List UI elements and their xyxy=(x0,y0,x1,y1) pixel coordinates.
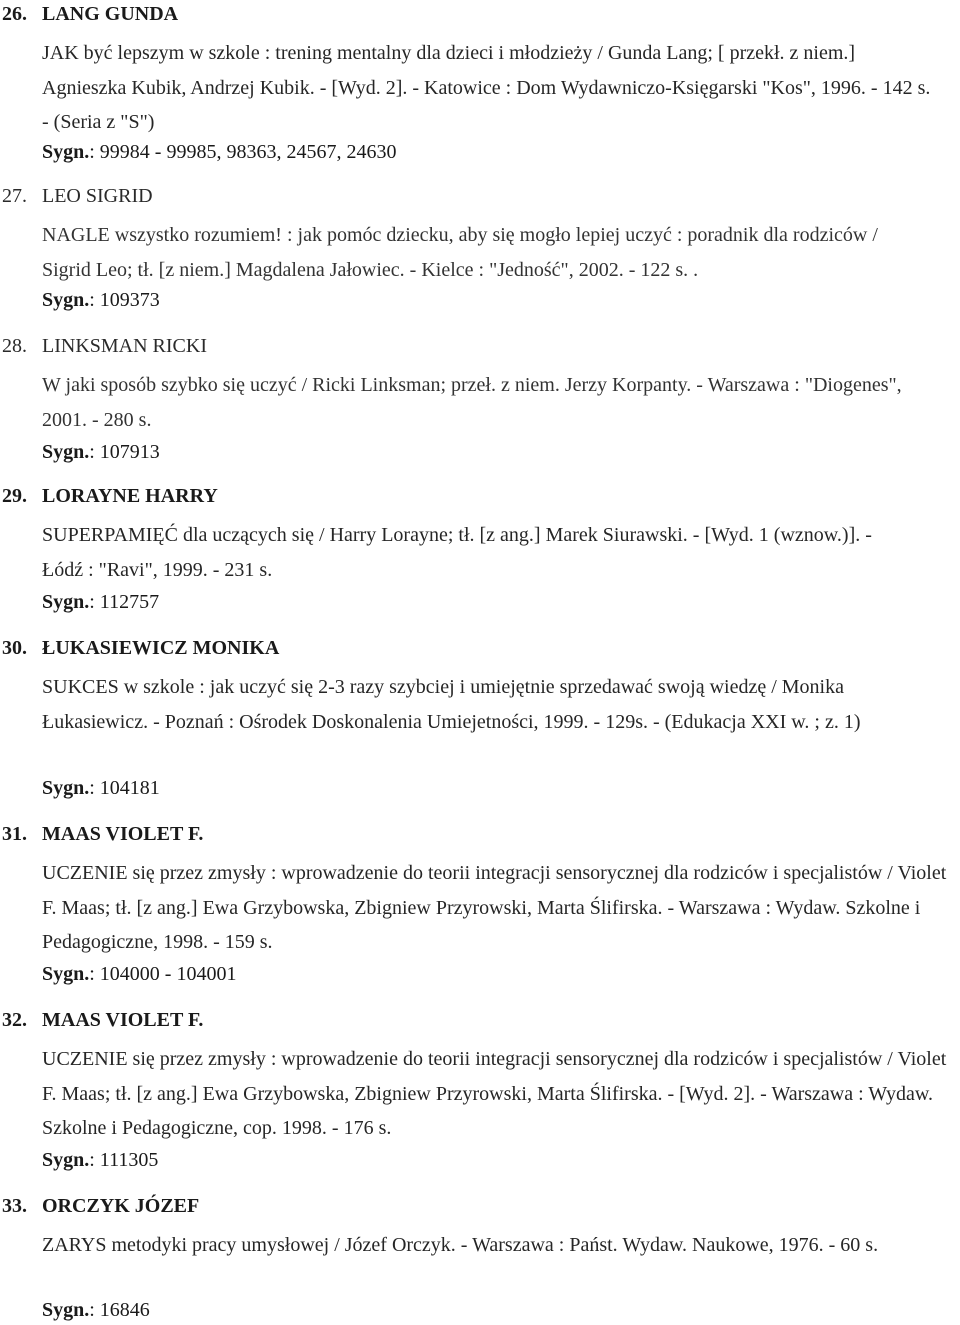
entry-number: 33. xyxy=(2,1195,27,1217)
call-number-value: : 111305 xyxy=(89,1149,159,1171)
entry-author: ORCZYK JÓZEF xyxy=(42,1195,200,1217)
entry-number: 32. xyxy=(2,1009,27,1031)
call-number-value: : 104000 - 104001 xyxy=(89,963,237,985)
entry-number: 26. xyxy=(2,3,27,25)
call-number-label: Sygn. xyxy=(42,1149,90,1171)
call-number-label: Sygn. xyxy=(42,441,90,463)
entry-description: UCZENIE się przez zmysły : wprowadzenie do teorii integracji sensorycznej dla rodziców i specjalistów / Violet F. Maas; tł. [z ang.] Ewa Grzybowska, Zbigniew Przyrowski, Marta Ślifirska. - Warszawa : Wydaw. Szkolne i Pedagogiczne, 1998. - 159 s. xyxy=(42,862,947,953)
entry-call-number xyxy=(42,288,160,312)
entry-description: UCZENIE się przez zmysły : wprowadzenie do teorii integracji sensorycznej dla rodziców i specjalistów / Violet F. Maas; tł. [z ang.] Ewa Grzybowska, Zbigniew Przyrowski, Marta Ślifirska. - [Wyd. 2]. - Warszawa : Wydaw. Szkolne i Pedagogiczne, cop. 1998. - 176 s. xyxy=(42,1048,947,1139)
entry-number: 28. xyxy=(2,335,27,357)
entry-description: SUPERPAMIĘĆ dla uczących się / Harry Lorayne; tł. [z ang.] Marek Siurawski. - [Wyd. 1 (wznow.)]. - Łódź : "Ravi", 1999. - 231 s. xyxy=(42,524,872,581)
entry-call-number xyxy=(42,440,160,464)
entry-author: MAAS VIOLET F. xyxy=(42,823,204,845)
call-number-value: : 112757 xyxy=(89,591,160,613)
entry-author: LINKSMAN RICKI xyxy=(42,335,207,357)
entry-author: LEO SIGRID xyxy=(42,185,153,207)
call-number-value: : 99984 - 99985, 98363, 24567, 24630 xyxy=(89,141,397,163)
entry-description: JAK być lepszym w szkole : trening mentalny dla dzieci i młodzieży / Gunda Lang; [ przekł. z niem.] Agnieszka Kubik, Andrzej Kubik. - [Wyd. 2]. - Katowice : Dom Wydawniczo-Księgarski "Kos", 1996. - 142 s. - (Seria z "S") xyxy=(42,42,931,133)
entry-call-number xyxy=(42,140,396,164)
call-number-label: Sygn. xyxy=(42,1299,90,1321)
entry-call-number xyxy=(42,962,236,986)
entry-author: ŁUKASIEWICZ MONIKA xyxy=(42,637,280,659)
call-number-value: : 104181 xyxy=(89,777,160,799)
entry-call-number xyxy=(42,1148,158,1172)
entry-author: LANG GUNDA xyxy=(42,3,179,25)
entry-author: LORAYNE HARRY xyxy=(42,485,218,507)
call-number-value: : 16846 xyxy=(89,1299,150,1321)
call-number-label: Sygn. xyxy=(42,963,90,985)
entry-description: SUKCES w szkole : jak uczyć się 2-3 razy szybciej i umiejętnie sprzedawać swoją wiedzę / Monika Łukasiewicz. - Poznań : Ośrodek Doskonalenia Umiejetności, 1999. - 129s. - (Edukacja XXI w. ; z. 1) xyxy=(42,676,861,733)
entry-number: 30. xyxy=(2,637,27,659)
entry-author: MAAS VIOLET F. xyxy=(42,1009,204,1031)
entry-number: 31. xyxy=(2,823,27,845)
call-number-value: : 107913 xyxy=(89,441,160,463)
entry-call-number xyxy=(42,1298,150,1322)
entry-call-number xyxy=(42,776,160,800)
call-number-label: Sygn. xyxy=(42,591,90,613)
call-number-value: : 109373 xyxy=(89,289,160,311)
call-number-label: Sygn. xyxy=(42,777,90,799)
entry-number: 29. xyxy=(2,485,27,507)
call-number-label: Sygn. xyxy=(42,141,90,163)
entry-description: NAGLE wszystko rozumiem! : jak pomóc dziecku, aby się mogło lepiej uczyć : poradnik dla rodziców / Sigrid Leo; tł. [z niem.] Magdalena Jałowiec. - Kielce : "Jedność", 2002. - 122 s. . xyxy=(42,224,878,281)
call-number-label: Sygn. xyxy=(42,289,90,311)
entry-description: ZARYS metodyki pracy umysłowej / Józef Orczyk. - Warszawa : Państ. Wydaw. Naukowe, 1976. - 60 s. xyxy=(42,1234,879,1256)
entry-number: 27. xyxy=(2,185,27,207)
entry-call-number xyxy=(42,590,159,614)
entry-description: W jaki sposób szybko się uczyć / Ricki Linksman; przeł. z niem. Jerzy Korpanty. - Warszawa : "Diogenes", 2001. - 280 s. xyxy=(42,374,902,431)
